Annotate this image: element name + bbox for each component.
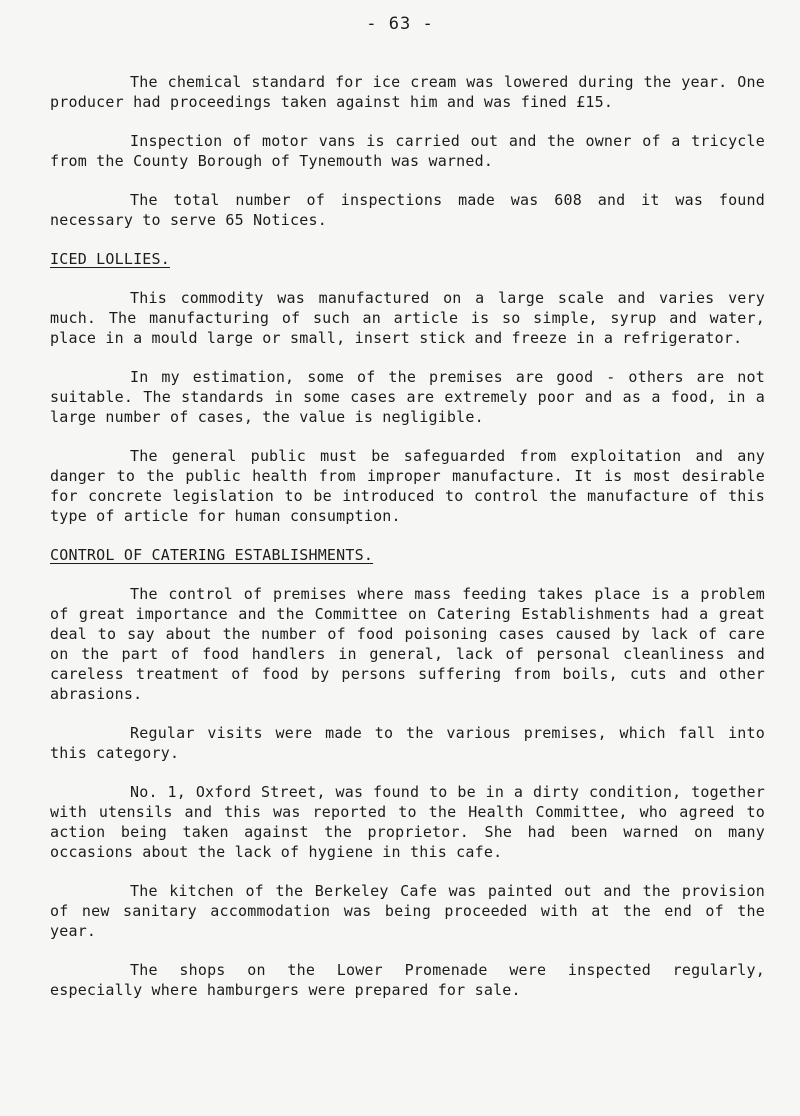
document-body [50, 72, 765, 1019]
paragraph-lollies-legislation: The general public must be safeguarded from exploitation and any danger to the public health from improper manufacture. It is most desirable for concrete legislation to be introduced to control the manufacture of this type of article for human consumption. [50, 447, 765, 525]
heading-iced-lollies: ICED LOLLIES. [50, 250, 170, 268]
paragraph-berkeley-cafe: The kitchen of the Berkeley Cafe was painted out and the provision of new sanitary accommodation was being proceeded with at the end of the year. [50, 882, 765, 940]
paragraph-motor-vans: Inspection of motor vans is carried out and the owner of a tricycle from the County Borough of Tynemouth was warned. [50, 132, 765, 170]
page-number: - 63 - [366, 14, 434, 34]
paragraph-mass-feeding: The control of premises where mass feeding takes place is a problem of great importance and the Committee on Catering Establishments had a great deal to say about the number of food poisoning cases caused by lack of care on the part of food handlers in general, lack of personal cleanliness and careless treatment of food by persons suffering from boils, cuts and other abrasions. [50, 585, 765, 703]
paragraph-inspections-total: The total number of inspections made was 608 and it was found necessary to serve 65 Notices. [50, 191, 765, 229]
paragraph-oxford-street: No. 1, Oxford Street, was found to be in a dirty condition, together with utensils and this was reported to the Health Committee, who agreed to action being taken against the proprietor. She had been warned on many occasions about the lack of hygiene in this cafe. [50, 783, 765, 861]
paragraph-ice-cream-standard: The chemical standard for ice cream was lowered during the year. One producer had proceedings taken against him and was fined £15. [50, 73, 765, 111]
heading-catering-control: CONTROL OF CATERING ESTABLISHMENTS. [50, 546, 374, 564]
paragraph-lollies-premises: In my estimation, some of the premises are good - others are not suitable. The standards in some cases are extremely poor and as a food, in a large number of cases, the value is negligible. [50, 368, 765, 426]
paragraph-lollies-manufacture: This commodity was manufactured on a large scale and varies very much. The manufacturing of such an article is so simple, syrup and water, place in a mould large or small, insert stick and freeze in a refrigerator. [50, 289, 765, 347]
paragraph-regular-visits: Regular visits were made to the various premises, which fall into this category. [50, 724, 765, 762]
paragraph-lower-promenade: The shops on the Lower Promenade were inspected regularly, especially where hamburgers were prepared for sale. [50, 961, 765, 999]
